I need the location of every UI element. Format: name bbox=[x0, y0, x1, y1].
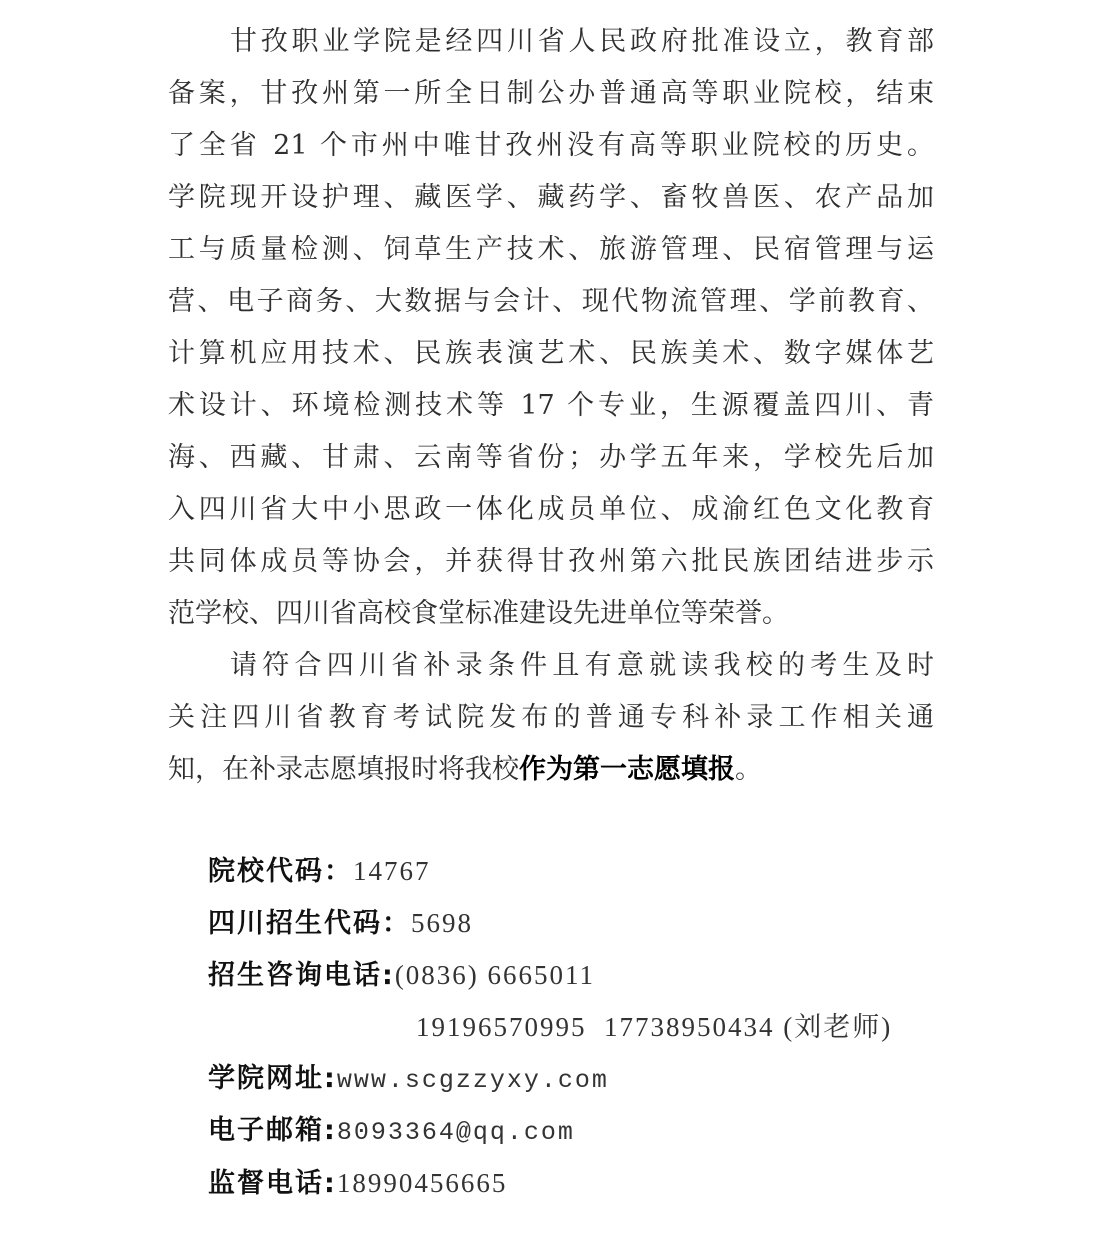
paragraph-text: 。 bbox=[735, 754, 762, 785]
website-label: 学院网址: bbox=[208, 1063, 337, 1094]
paragraph-line: 甘孜职业学院是经四川省人民政府批准设立，教育部 bbox=[230, 26, 934, 57]
consult-phone-label: 招生咨询电话: bbox=[208, 960, 395, 991]
paragraph-line: 海、西藏、甘肃、云南等省份；办学五年来，学校先后加 bbox=[168, 442, 934, 473]
contact-info bbox=[208, 845, 968, 1209]
paragraph-line: 备案，甘孜州第一所全日制公办普通高等职业院校，结束 bbox=[168, 78, 934, 109]
consult-phone-value: (0836) 6665011 bbox=[394, 960, 596, 990]
email-label: 电子邮箱: bbox=[208, 1115, 337, 1146]
supervise-phone-row bbox=[208, 1157, 968, 1209]
emphasis-text: 作为第一志愿填报 bbox=[519, 754, 735, 785]
paragraph-line: 术设计、环境检测技术等 17 个专业，生源覆盖四川、青 bbox=[168, 390, 934, 421]
consult-phone-extra: 19196570995 17738950434 (刘老师) bbox=[416, 1012, 893, 1042]
paragraph-line: 了全省 21 个市州中唯甘孜州没有高等职业院校的历史。 bbox=[168, 130, 934, 161]
paragraph-line bbox=[168, 744, 934, 796]
sichuan-code-label: 四川招生代码： bbox=[208, 908, 411, 939]
paragraph-line: 学院现开设护理、藏医学、藏药学、畜牧兽医、农产品加 bbox=[168, 182, 934, 213]
paragraph-line: 请符合四川省补录条件且有意就读我校的考生及时 bbox=[230, 650, 934, 681]
paragraph-line: 范学校、四川省高校食堂标准建设先进单位等荣誉。 bbox=[168, 598, 789, 629]
email-row bbox=[208, 1105, 968, 1157]
supervise-phone-value: 18990456665 bbox=[336, 1168, 508, 1198]
paragraph-line: 营、电子商务、大数据与会计、现代物流管理、学前教育、 bbox=[168, 286, 934, 317]
school-code-label: 院校代码： bbox=[208, 856, 353, 887]
paragraph-line: 共同体成员等协会，并获得甘孜州第六批民族团结进步示 bbox=[168, 546, 934, 577]
school-code-value: 14767 bbox=[353, 856, 431, 886]
website-link[interactable]: www.scgzzyxy.com bbox=[336, 1066, 609, 1095]
sichuan-code-row bbox=[208, 897, 968, 949]
paragraph-line: 计算机应用技术、民族表演艺术、民族美术、数字媒体艺 bbox=[168, 338, 934, 369]
website-row bbox=[208, 1053, 968, 1105]
paragraph-line: 关注四川省教育考试院发布的普通专科补录工作相关通 bbox=[168, 702, 934, 733]
paragraph-line: 入四川省大中小思政一体化成员单位、成渝红色文化教育 bbox=[168, 494, 934, 525]
intro-text bbox=[168, 16, 934, 796]
consult-phone-extra-row bbox=[208, 1001, 968, 1053]
email-link[interactable]: 8093364@qq.com bbox=[336, 1118, 575, 1147]
paragraph-text: 知，在补录志愿填报时将我校 bbox=[168, 754, 519, 785]
paragraph-line: 工与质量检测、饲草生产技术、旅游管理、民宿管理与运 bbox=[168, 234, 934, 265]
consult-phone-row bbox=[208, 949, 968, 1001]
school-code-row bbox=[208, 845, 968, 897]
sichuan-code-value: 5698 bbox=[411, 908, 473, 938]
supervise-phone-label: 监督电话: bbox=[208, 1168, 337, 1199]
